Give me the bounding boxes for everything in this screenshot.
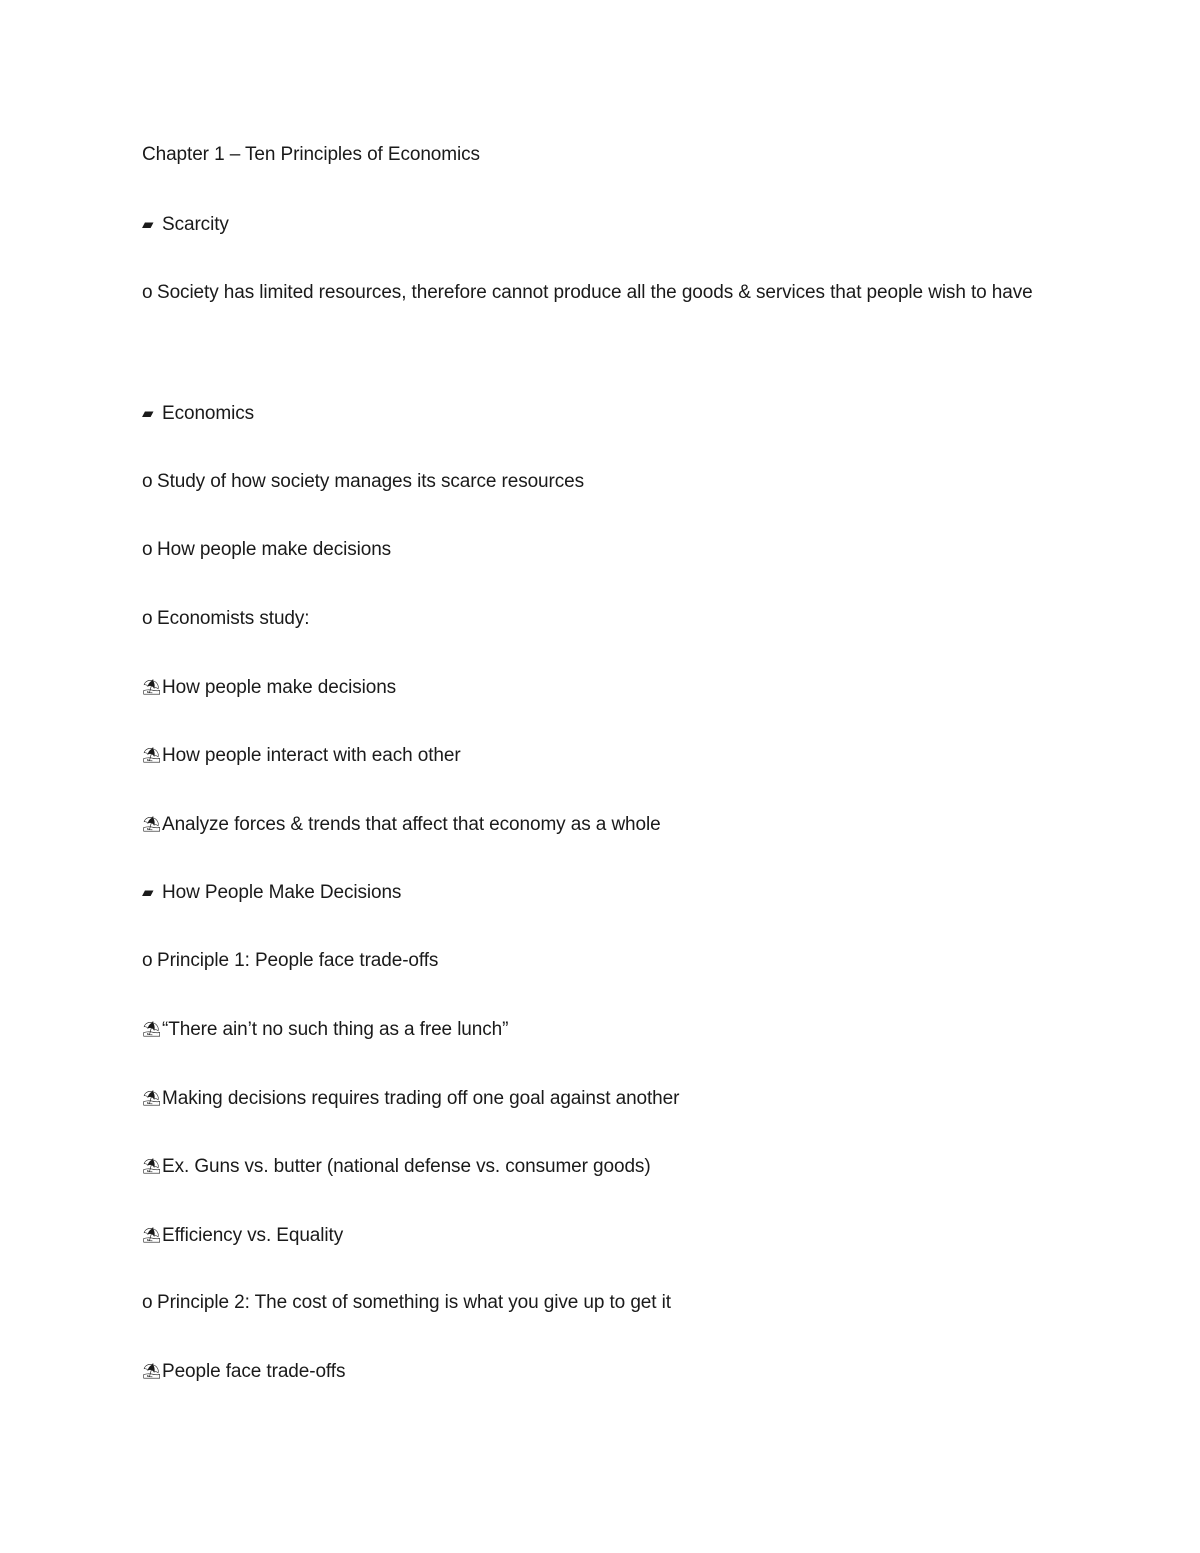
list-item <box>142 1356 345 1387</box>
list-item-text: Society has limited resources, therefore cannot produce all the goods & services that people wish to have <box>157 282 1033 303</box>
list-item <box>142 946 438 976</box>
list-item-text: Study of how society manages its scarce resources <box>157 471 585 492</box>
list-item-text: How People Make Decisions <box>162 882 402 903</box>
list-item-text: People face trade-offs <box>162 1361 346 1382</box>
list-item-text: How people interact with each other <box>162 745 461 766</box>
square-bullet-icon: ▰ <box>142 404 154 422</box>
circle-bullet-icon: o <box>142 950 153 971</box>
list-item <box>142 1083 679 1114</box>
list-item-text: Analyze forces & trends that affect that economy as a whole <box>162 814 661 835</box>
list-item-text: Ex. Guns vs. butter (national defense vs. consumer goods) <box>162 1156 651 1177</box>
document-title: Chapter 1 – Ten Principles of Economics <box>142 144 480 165</box>
list-item <box>142 877 401 908</box>
circle-bullet-icon: o <box>142 539 153 560</box>
diamond-bullet-icon: ⛱ <box>142 1089 161 1107</box>
list-item-text: How people make decisions <box>162 677 397 698</box>
list-item <box>142 535 391 565</box>
diamond-bullet-icon: ⛱ <box>142 1020 161 1038</box>
list-item-text: Efficiency vs. Equality <box>162 1225 344 1246</box>
circle-bullet-icon: o <box>142 608 153 629</box>
list-item-text: Scarcity <box>162 214 229 235</box>
circle-bullet-icon: o <box>142 282 153 303</box>
list-item <box>142 809 661 840</box>
list-item <box>142 604 309 634</box>
circle-bullet-icon: o <box>142 471 153 492</box>
list-item-text: Making decisions requires trading off one goal against another <box>162 1088 680 1109</box>
diamond-bullet-icon: ⛱ <box>142 1226 161 1244</box>
diamond-bullet-icon: ⛱ <box>142 1362 161 1380</box>
list-item <box>142 209 229 240</box>
list-item-text: How people make decisions <box>157 539 392 560</box>
list-item <box>142 1151 651 1182</box>
list-item <box>142 398 254 429</box>
list-item <box>142 740 461 771</box>
list-item <box>142 1288 671 1318</box>
diamond-bullet-icon: ⛱ <box>142 1157 161 1175</box>
list-item-text: Economics <box>162 403 255 424</box>
list-item <box>142 467 584 497</box>
list-item-text: Principle 2: The cost of something is what you give up to get it <box>157 1292 671 1313</box>
diamond-bullet-icon: ⛱ <box>142 678 161 696</box>
list-item-text: Principle 1: People face trade-offs <box>157 950 439 971</box>
diamond-bullet-icon: ⛱ <box>142 815 161 833</box>
square-bullet-icon: ▰ <box>142 883 154 901</box>
list-item <box>142 267 1062 319</box>
list-item <box>142 1014 508 1045</box>
list-item-text: Economists study: <box>157 608 310 629</box>
square-bullet-icon: ▰ <box>142 215 154 233</box>
list-item <box>142 1220 343 1251</box>
list-item-text: “There ain’t no such thing as a free lunch” <box>162 1019 509 1040</box>
list-item <box>142 672 396 703</box>
diamond-bullet-icon: ⛱ <box>142 746 161 764</box>
circle-bullet-icon: o <box>142 1292 153 1313</box>
